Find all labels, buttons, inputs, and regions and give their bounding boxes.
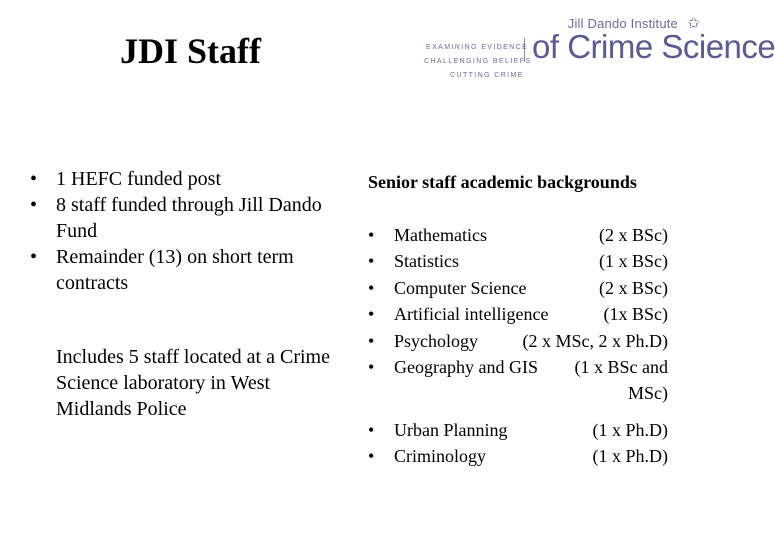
lab-note: Includes 5 staff located at a Crime Science laboratory in West Midlands Police [56,346,330,420]
subject-label: • Artificial intelligence [394,304,549,325]
list-item [368,443,668,469]
degree-label: (2 x MSc, 2 x Ph.D) [522,330,668,351]
degree-label: (1 x BSc and [574,357,668,378]
degree-label: (2 x BSc) [599,277,668,298]
list-item [368,328,668,354]
list-item [368,275,668,301]
degree-label: (1x BSc) [603,304,668,325]
list-item: • 8 staff funded through Jill Dando Fund [30,192,330,244]
subject-label: • Statistics [394,251,460,272]
logo-tagline-1: EXAMINING EVIDENCE [426,44,529,51]
subject-label: • Criminology [394,446,487,467]
degree-label: (1 x Ph.D) [592,446,668,467]
subject-label: • Psychology [394,330,479,351]
slide-title: JDI Staff [120,31,261,71]
degree-label: (1 x Ph.D) [592,419,668,440]
degree-label: (1 x BSc) [599,251,668,272]
logo-crime-science: of Crime Science [532,28,775,65]
logo-tagline-3: CUTTING CRIME [450,72,524,79]
list-item: • 1 HEFC funded post [30,166,330,192]
degree-label: (2 x BSc) [599,225,668,245]
subject-label: • Geography and GIS [394,357,538,378]
list-item [368,248,668,274]
subject-label: • Computer Science [394,277,527,298]
backgrounds-heading: Senior staff academic backgrounds [368,172,637,192]
logo-institute-name: Jill Dando Institute [567,16,678,31]
subject-label: • Mathematics [394,225,487,245]
list-item [368,354,668,407]
backgrounds-list [368,222,668,470]
list-item [368,222,668,248]
subject-label: • Urban Planning [394,419,508,440]
list-item [368,417,668,443]
star-icon: ✩ [687,16,700,32]
degree-label-continued: MSc) [628,383,668,404]
list-item [368,301,668,327]
institute-logo [420,16,775,88]
list-item: • Remainder (13) on short term contracts [30,244,330,296]
logo-tagline-2: CHALLENGING BELIEFS [424,58,532,65]
staff-funding-list [30,166,330,296]
